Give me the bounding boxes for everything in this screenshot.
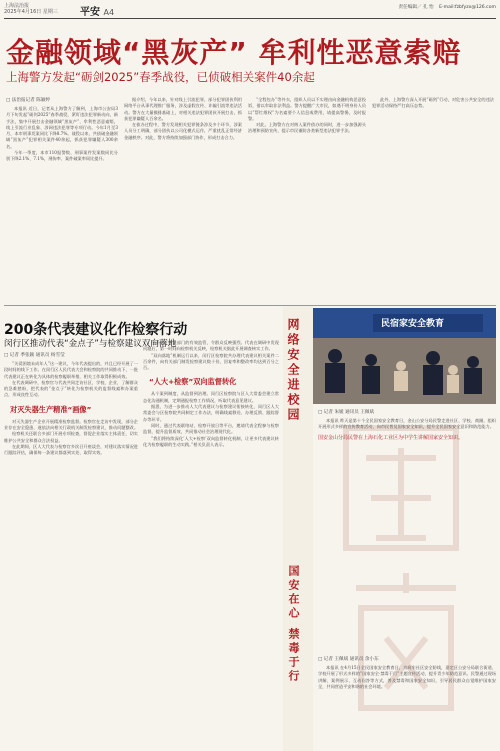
lead-column-3 bbox=[248, 97, 366, 302]
story2-paragraph: 由于缺乏相关部门的有效监管，令群众反映强烈。代表在调研中发现问题后，第一时间向检察机关反映，检察机关据此开展调查核实工作。 bbox=[143, 340, 279, 352]
news-photo bbox=[313, 308, 496, 404]
lead-paragraph: 据介绍，今年以来，针对线上引流犯罪，部分犯罪团伙利用网络平台从事代理推广服务，涉及虚假宣传、诈骗引流等违法活动。警方在大量摸排基础上，对相关违法犯罪团伙开展打击，抓获犯罪嫌疑人百余名。 bbox=[124, 97, 242, 121]
section-name: 平安 bbox=[80, 7, 100, 18]
lead-paragraph: 今年一季度，本市110报警数、刑事案件发案数同比分别下降2.1%、7.1%，刑拘率、案件破案率同比提升。 bbox=[6, 150, 118, 162]
story2-column-1 bbox=[4, 352, 138, 748]
story2-paragraph: 同时，通过代表联络站、检察开放日等平台，邀请代表全程参与检察监督，提升监督质效，共同推动社会治理现代化。 bbox=[143, 422, 279, 435]
story2-paragraph: 对灭失器生产企业开展精准检察监督。检察官在走访中发现，部分企业存在安全隐患，遂依法向相关行政机关制发检察建议，推动问题整改。 bbox=[4, 418, 138, 431]
issue-date: 2025年4月16日 星期三 bbox=[4, 9, 58, 15]
story2-paragraph: “双向落地”机制运行以来，闵行区检察院共办理代表建议相关案件二百余件，向有关部门制发检察建议数十份，回复率和整改率均达到百分之百。 bbox=[143, 352, 279, 371]
lead-paragraph: 在侦办过程中，警方发现相关犯罪链条涉及多个环节，涉案人员分工明确，部分团伙以公司化模式运作，严重扰乱正常经济金融秩序。对此，警方将持续加强部门协作，形成打击合力。 bbox=[124, 122, 242, 140]
story4-body: 本报讯 在4月15日全民国家安全教育日，为筑牢社区安全防线，嘉定区公安分局联合街道、学校开展了形式多样的“国家安全·禁毒于行”主题宣传活动，提升青少年防范意识。民警通过现场讲解、案例展示、互动问答等方式，普及禁毒和国家安全知识，引导居民群众自觉维护国家安全，共同营造平安和谐的社会环境。 bbox=[318, 665, 496, 689]
masthead bbox=[4, 3, 58, 15]
story2-headline: 200条代表建议化作检察行动 bbox=[4, 322, 188, 338]
lead-headline: 金融领域“黑灰产” 牟利性恶意索赔 bbox=[6, 36, 462, 69]
story2-paragraph: “关爱困境未成年人”这一建议，今年代表提出的，并且已经开展了一段时间的线下工作。在闵行区人民代表大会和检察院的共同推动下，一批代表建议正在转化为具体的检察履职举措，相关工作取得积极成效。 bbox=[4, 361, 138, 379]
editor-email: E-mail:fzbfyzx@126.com bbox=[439, 5, 496, 10]
story3-byline: □ 记者 朱媛 通讯员 王佩斌 bbox=[318, 410, 375, 415]
section-divider bbox=[4, 305, 496, 306]
lead-byline: □ 法治报记者 陈颖婷 bbox=[6, 98, 51, 103]
story2-paragraph: 据悉，为进一步推动人大代表建议与检察建议衔接转化，闵行区人大常委会与区检察院共同制定工作办法，明确线索移送、办理反馈、跟踪督办等环节。 bbox=[143, 404, 279, 422]
banner-title-vertical: 网络安全进校园 bbox=[286, 318, 300, 423]
story2-subheading-1: 对灭失器生产精准“画像” bbox=[10, 404, 92, 414]
page-number: A4 bbox=[103, 8, 115, 17]
story3 bbox=[318, 409, 496, 489]
story3-photo-caption: 国安金山分局民警在上海石化工业区为中学生讲解国家安全知识。 bbox=[318, 434, 464, 441]
editor-name: 责任编辑／ 孔 怡 bbox=[398, 5, 434, 10]
story2-byline: □ 记者 季张颖 通讯员 杨雪莹 bbox=[4, 353, 65, 358]
section-label bbox=[80, 3, 114, 18]
story3-body: 本报讯 昨天是第十个全民国家安全教育日，金山公安分局民警走进社区、学校、商圈，组织开展形式多样的宣传教育活动，向市民普及国家安全知识，提升全民国家安全意识和防范能力。 bbox=[318, 418, 496, 430]
story2-paragraph: “我们将持续深化‘人大+检察’双向监督转化机制，让更多代表建议转化为检察履职的生动实践。”相关负责人表示。 bbox=[143, 435, 279, 447]
story4-byline: □ 记者 王佩斌 通讯员 余小东 bbox=[318, 657, 379, 662]
paper-name: 上海法治报 bbox=[4, 3, 30, 9]
banner-slogan-vertical: 国安在心 禁毒于行 bbox=[287, 565, 300, 684]
header-rule bbox=[4, 18, 496, 19]
lead-column-2 bbox=[124, 97, 242, 302]
lead-column-4 bbox=[372, 97, 494, 302]
photo-banner-text: 民宿家安全教育 bbox=[381, 319, 445, 329]
story2-subheadline: 闵行区推动代表“金点子”与检察建议双向落地 bbox=[4, 339, 177, 349]
story2-column-2 bbox=[143, 340, 279, 748]
lead-column-1 bbox=[6, 97, 118, 302]
story2-paragraph: 在此期间，区人大代表与检察官多次召开座谈会，对建议落实情况进行跟踪评估，确保每一条建议都落到实处、取得实效。 bbox=[4, 443, 138, 456]
story2-subheading-2: “人大+检察”双向监督转化 bbox=[149, 377, 237, 387]
story2-paragraph: 在代表调研中，检察官与代表共同走访社区、学校、企业，了解群众的急难愁盼，把代表的“金点子”转化为检察机关的监督线索和办案重点，形成良性互动。 bbox=[4, 379, 138, 398]
lead-paragraph: 本报讯 近日，记者从上海警方了解到，上海市公安局3月下旬发起“砺剑2025”春季战役，紧盯违法犯罪新动向，新手法，集中开展打击金融领域“黑灰产”、牟利性恶意索赔，线上引流行业乱象、涉网违法犯罪等专项行动。今年1月至3月，本市刑事发案同比下降8.7%。战役以来，共侦破金融领域“黑灰产”犯罪相关案件40余起，抓获犯罪嫌疑人300余名。 bbox=[6, 106, 118, 149]
lead-paragraph: 此外，上海警方深入开展“砺剑”行动，对危害公共安全的违法犯罪活动保持严打高压态势。 bbox=[372, 97, 494, 109]
lead-paragraph: 对此，上海警方在对纳入案件侦办的同时，进一步加强源头治理和预防宣传，提示市民谨防各类新型违法犯罪手法。 bbox=[248, 122, 366, 134]
editor-info bbox=[399, 4, 496, 10]
story2-paragraph: 检察机关还联合多部门开展专项检查，督促企业落实主体责任，切实维护公共安全和群众合法权益。 bbox=[4, 431, 138, 443]
lead-paragraph: “全程包办”等外衣，组织人员以不实理由向金融机构恶意投诉，借以牟取非法利益。警方提醒广大市民，如遇不明身份人员以“帮忙维权”为名索要个人信息或费用，请提高警惕，及时报警。 bbox=[248, 97, 366, 121]
story2-paragraph: 从个案到制度，从监督到治理。闵行区检察院与区人大常委会建立常态化沟通机制，定期通报检察工作情况，听取代表意见建议。 bbox=[143, 391, 279, 403]
story4 bbox=[318, 656, 496, 749]
lead-subheadline: 上海警方发起“砺剑2025”春季战役，已侦破相关案件40余起 bbox=[6, 70, 315, 84]
